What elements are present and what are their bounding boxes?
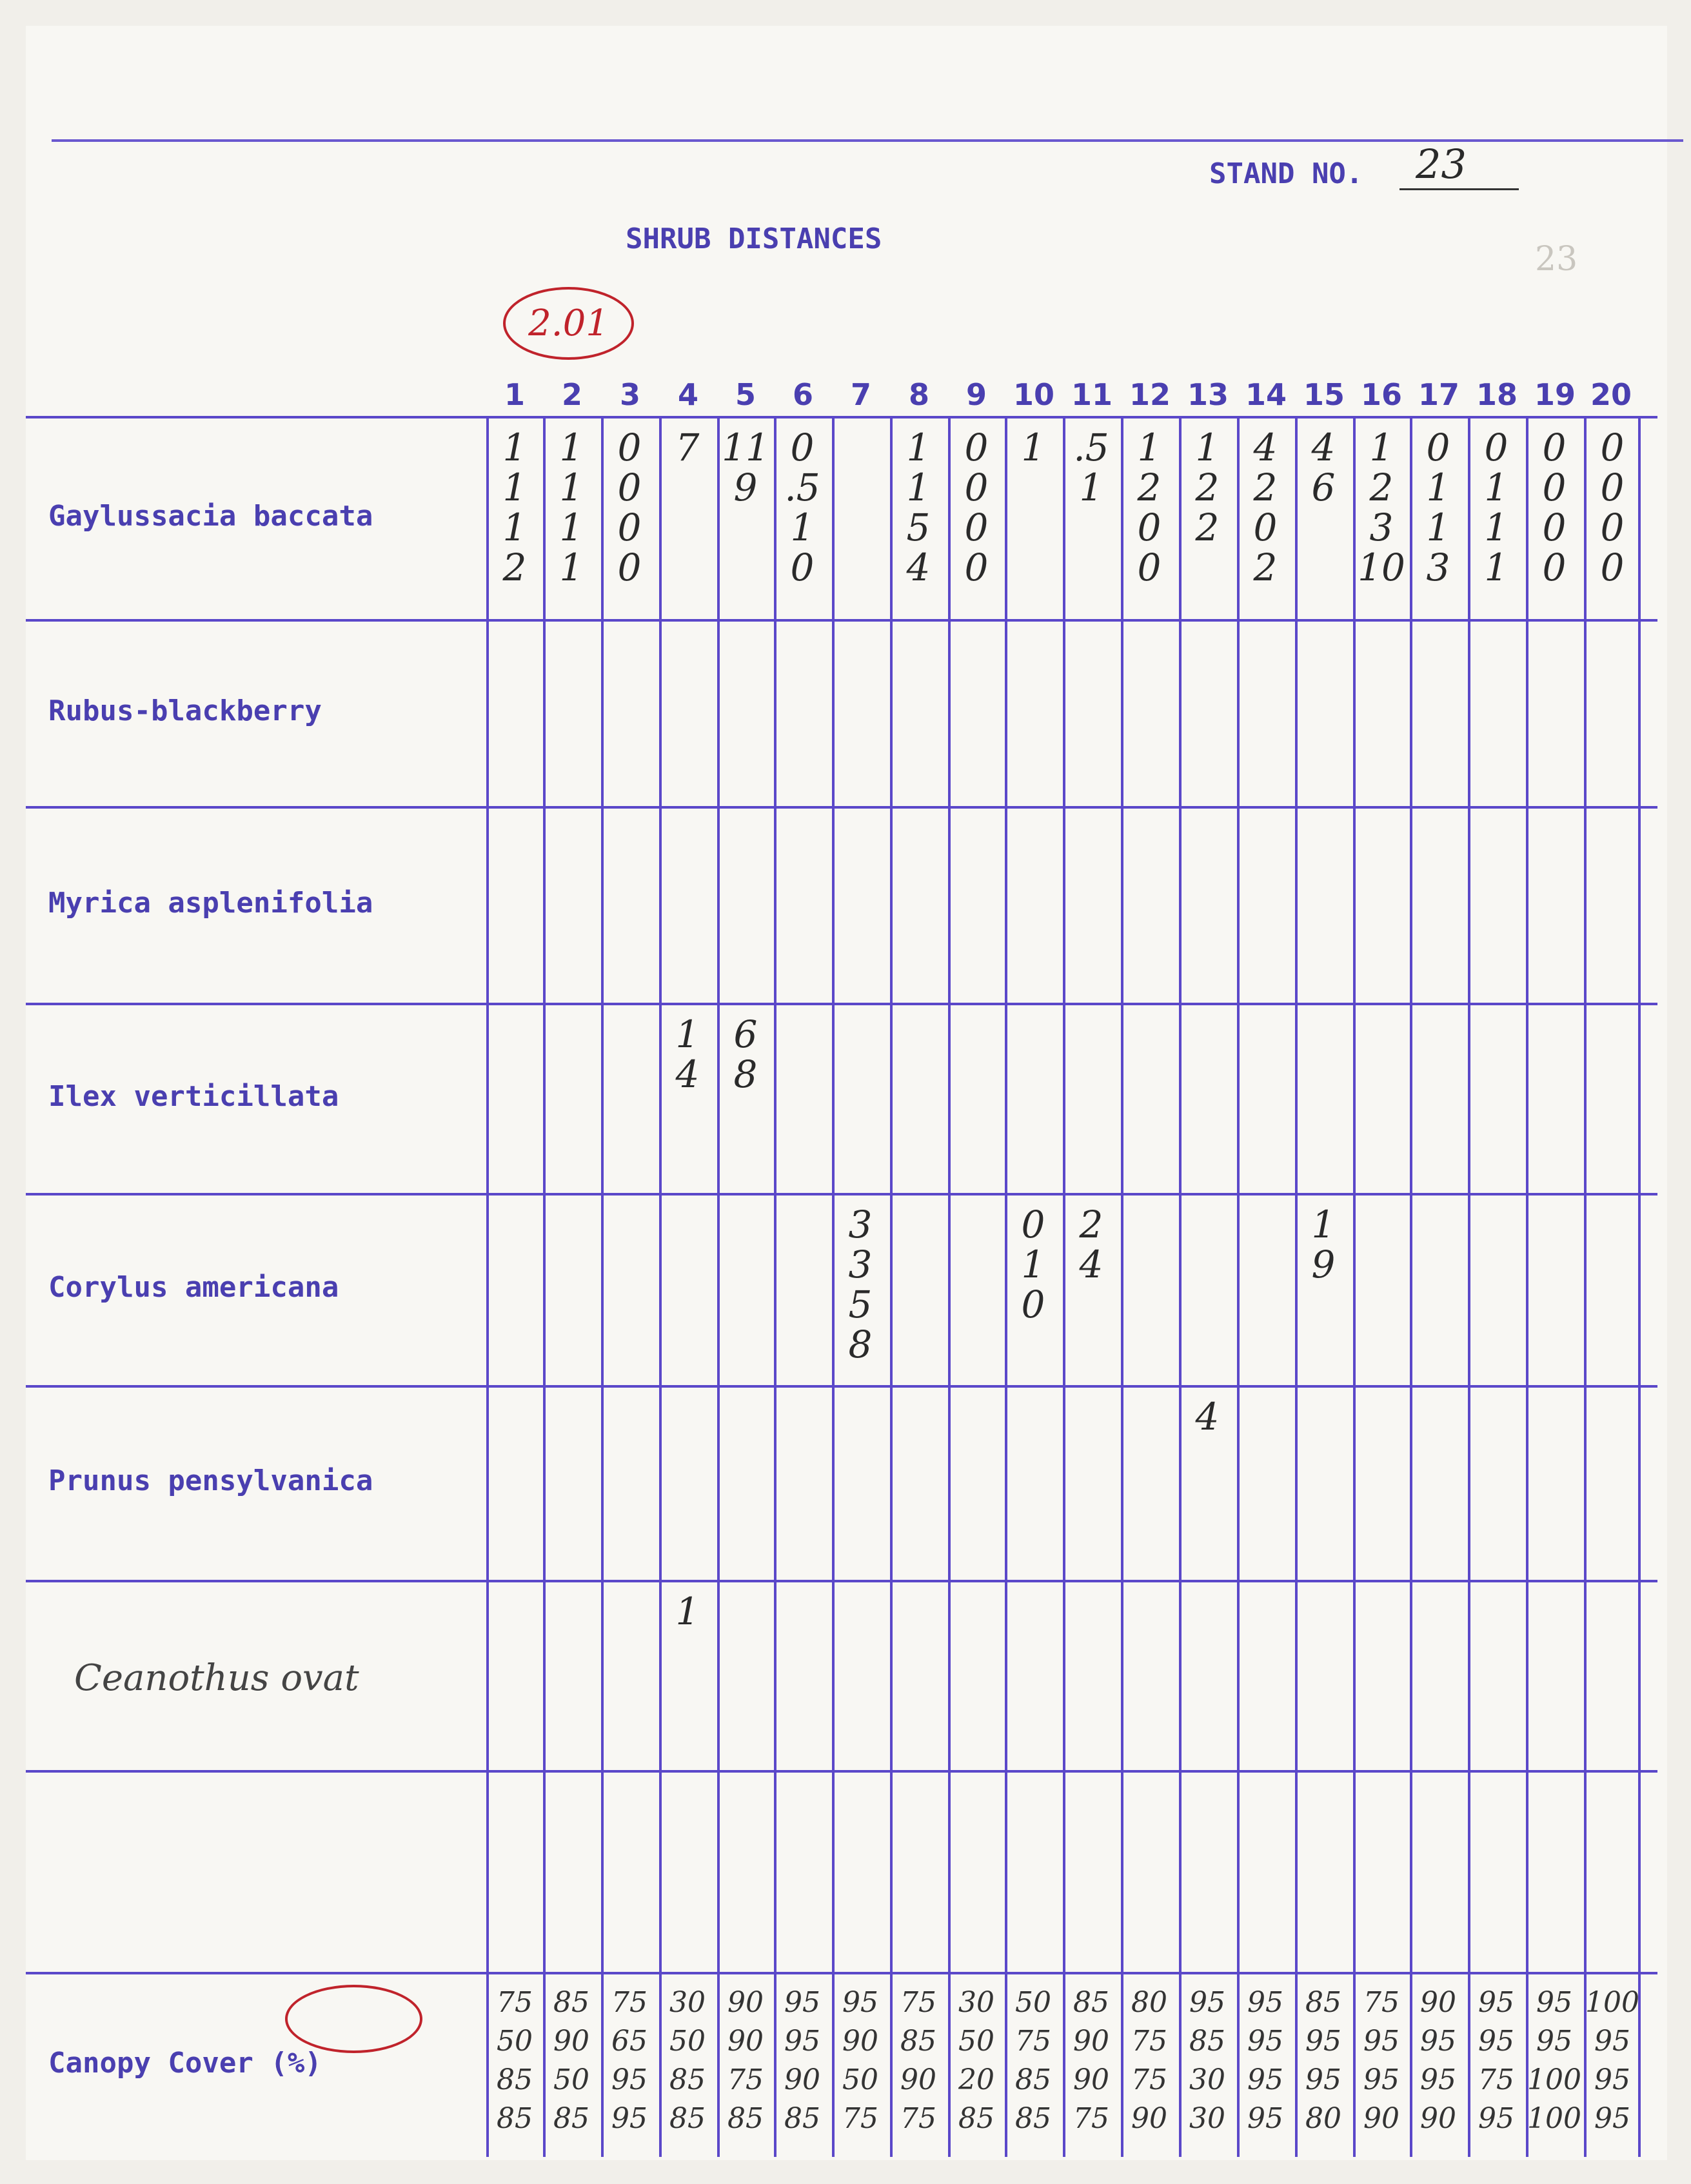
cell-value: 1 xyxy=(790,506,815,549)
cell-value: 75 xyxy=(900,1986,936,2019)
cell-value: 90 xyxy=(727,2025,764,2058)
column-rule xyxy=(1526,416,1528,2157)
cell-value: 1 xyxy=(559,466,584,509)
cell-value: 85 xyxy=(1073,1986,1109,2019)
cell-value: 95 xyxy=(1536,1986,1572,2019)
cell-entry xyxy=(1410,428,1467,587)
column-number: 5 xyxy=(735,377,756,412)
cell-value: 50 xyxy=(553,2063,589,2096)
cell-value: 85 xyxy=(958,2102,994,2135)
column-number: 15 xyxy=(1303,377,1345,412)
cell-value: 75 xyxy=(1131,2063,1167,2096)
cell-value: 30 xyxy=(669,1986,706,2019)
cell-value: 50 xyxy=(1015,1986,1051,2019)
row-rule xyxy=(26,1580,1657,1582)
stand-number-underline xyxy=(1399,188,1519,190)
stand-number-label: STAND NO. xyxy=(1209,157,1363,190)
column-rule xyxy=(1063,416,1065,2157)
cell-value: 90 xyxy=(784,2063,820,2096)
cell-value: 95 xyxy=(1247,2063,1283,2096)
cell-value: 75 xyxy=(1015,2025,1051,2058)
cell-value: 0 xyxy=(1600,426,1625,469)
cell-value: 95 xyxy=(1420,2063,1456,2096)
cell-value: 85 xyxy=(497,2102,533,2135)
cell-value: 0 xyxy=(1021,1203,1045,1246)
cell-value: 2 xyxy=(1137,466,1162,509)
cell-value: 95 xyxy=(1247,2102,1283,2135)
cell-value: 0 xyxy=(1600,506,1625,549)
cell-entry xyxy=(543,428,600,587)
cell-value: 1 xyxy=(906,426,931,469)
cell-value: .5 xyxy=(784,466,820,509)
stand-number-pencil: 23 xyxy=(1535,240,1578,279)
cell-value: 1 xyxy=(1484,546,1508,589)
cell-entry xyxy=(717,428,774,507)
cell-entry xyxy=(659,1591,716,1631)
cell-value: 95 xyxy=(1594,2063,1630,2096)
cell-value: 0 xyxy=(617,426,642,469)
cell-value: 4 xyxy=(906,546,931,589)
cell-entry xyxy=(1237,1983,1294,2138)
column-rule xyxy=(1468,416,1470,2157)
cell-value: 0 xyxy=(790,426,815,469)
cell-value: 100 xyxy=(1527,2063,1581,2096)
cell-value: 75 xyxy=(611,1986,648,2019)
cell-value: 0 xyxy=(1600,546,1625,589)
cell-value: 50 xyxy=(842,2063,878,2096)
cell-value: 1 xyxy=(1311,1203,1336,1246)
row-rule xyxy=(26,1003,1657,1005)
column-number: 2 xyxy=(561,377,582,412)
cell-value: 65 xyxy=(611,2025,648,2058)
column-rule xyxy=(1179,416,1182,2157)
cell-value: 85 xyxy=(727,2102,764,2135)
cell-value: 0 xyxy=(1253,506,1278,549)
column-number: 3 xyxy=(619,377,640,412)
cell-entry xyxy=(601,428,658,587)
cell-value: 80 xyxy=(1131,1986,1167,2019)
cell-value: 95 xyxy=(1478,2025,1514,2058)
cell-value: 10 xyxy=(1358,546,1405,589)
cell-value: 85 xyxy=(900,2025,936,2058)
cell-value: 0 xyxy=(790,546,815,589)
column-number: 4 xyxy=(677,377,698,412)
cell-value: 100 xyxy=(1585,1986,1639,2019)
cell-value: 85 xyxy=(1015,2063,1051,2096)
column-number: 13 xyxy=(1187,377,1229,412)
cell-value: 95 xyxy=(1247,2025,1283,2058)
cell-value: 0 xyxy=(964,546,989,589)
cell-entry xyxy=(1063,1983,1120,2138)
cell-value: 5 xyxy=(848,1283,873,1326)
cell-value: 90 xyxy=(553,2025,589,2058)
cell-value: 0 xyxy=(1484,426,1508,469)
cell-value: 6 xyxy=(733,1012,758,1056)
cell-value: 2 xyxy=(1369,466,1394,509)
cell-entry xyxy=(1121,428,1178,587)
circled-value-top: 2.01 xyxy=(503,287,634,360)
cell-entry xyxy=(890,1983,947,2138)
column-number: 7 xyxy=(850,377,871,412)
column-rule xyxy=(1584,416,1587,2157)
cell-value: 95 xyxy=(611,2102,648,2135)
cell-entry xyxy=(832,1205,889,1364)
species-label: Ilex verticillata xyxy=(48,1079,339,1113)
cell-value: 1 xyxy=(1426,466,1450,509)
cell-entry xyxy=(1237,428,1294,587)
column-rule xyxy=(1295,416,1298,2157)
cell-value: 80 xyxy=(1305,2102,1341,2135)
column-rule xyxy=(1410,416,1412,2157)
cell-entry xyxy=(1121,1983,1178,2138)
column-number: 19 xyxy=(1534,377,1576,412)
cell-value: 85 xyxy=(1189,2025,1225,2058)
cell-entry xyxy=(948,428,1005,587)
cell-value: 75 xyxy=(900,2102,936,2135)
cell-value: 3 xyxy=(848,1243,873,1286)
cell-value: 20 xyxy=(958,2063,994,2096)
cell-value: 95 xyxy=(784,2025,820,2058)
cell-value: 2 xyxy=(502,546,527,589)
cell-value: 90 xyxy=(727,1986,764,2019)
column-number: 11 xyxy=(1071,377,1112,412)
circled-value-bottom xyxy=(285,1985,422,2053)
cell-value: 1 xyxy=(502,466,527,509)
cell-value: 1 xyxy=(675,1589,700,1633)
cell-value: 90 xyxy=(1073,2025,1109,2058)
cell-value: 1 xyxy=(1021,426,1045,469)
column-number: 10 xyxy=(1013,377,1054,412)
column-number: 20 xyxy=(1590,377,1632,412)
cell-value: 1 xyxy=(559,546,584,589)
cell-value: 0 xyxy=(617,546,642,589)
cell-value: 75 xyxy=(842,2102,878,2135)
cell-value: 1 xyxy=(1426,506,1450,549)
cell-entry xyxy=(1584,1983,1641,2138)
column-number: 6 xyxy=(792,377,813,412)
cell-value: 4 xyxy=(1253,426,1278,469)
cell-value: 1 xyxy=(1484,466,1508,509)
cell-value: 3 xyxy=(1369,506,1394,549)
cell-value: 75 xyxy=(497,1986,533,2019)
species-label: Canopy Cover (%) xyxy=(48,2046,322,2080)
row-rule xyxy=(26,619,1657,622)
cell-entry xyxy=(832,1983,889,2138)
cell-value: 8 xyxy=(733,1052,758,1096)
cell-value: 0 xyxy=(1542,426,1567,469)
cell-value: 95 xyxy=(1594,2102,1630,2135)
cell-entry xyxy=(1353,428,1410,587)
cell-value: 1 xyxy=(1079,466,1103,509)
cell-entry xyxy=(1584,428,1641,587)
cell-entry xyxy=(1179,428,1236,547)
species-label: Prunus pensylvanica xyxy=(48,1464,373,1497)
column-number: 18 xyxy=(1476,377,1518,412)
cell-value: 0 xyxy=(617,466,642,509)
cell-entry xyxy=(486,428,543,587)
cell-value: 0 xyxy=(617,506,642,549)
column-rule xyxy=(543,416,546,2157)
cell-value: 90 xyxy=(1131,2102,1167,2135)
cell-value: 95 xyxy=(1189,1986,1225,2019)
column-rule xyxy=(717,416,720,2157)
cell-value: 50 xyxy=(497,2025,533,2058)
cell-value: 95 xyxy=(611,2063,648,2096)
cell-value: 95 xyxy=(1363,2063,1399,2096)
cell-value: 50 xyxy=(958,2025,994,2058)
cell-value: 2 xyxy=(1253,466,1278,509)
species-label: Myrica asplenifolia xyxy=(48,886,373,920)
column-rule xyxy=(659,416,662,2157)
cell-value: 95 xyxy=(1536,2025,1572,2058)
cell-value: 95 xyxy=(1305,2025,1341,2058)
cell-value: 75 xyxy=(727,2063,764,2096)
cell-value: 0 xyxy=(1600,466,1625,509)
cell-value: 95 xyxy=(1420,2025,1456,2058)
cell-value: 85 xyxy=(553,1986,589,2019)
cell-entry xyxy=(1526,1983,1583,2138)
cell-value: 8 xyxy=(848,1323,873,1366)
cell-value: 85 xyxy=(784,2102,820,2135)
cell-value: 90 xyxy=(842,2025,878,2058)
cell-value: 11 xyxy=(722,426,769,469)
cell-value: 1 xyxy=(675,1012,700,1056)
column-number: 12 xyxy=(1129,377,1171,412)
species-label: Gaylussacia baccata xyxy=(48,499,373,533)
cell-value: 85 xyxy=(669,2063,706,2096)
cell-value: 90 xyxy=(1363,2102,1399,2135)
cell-value: 4 xyxy=(675,1052,700,1096)
cell-value: 90 xyxy=(1420,2102,1456,2135)
cell-entry xyxy=(486,1983,543,2138)
column-number: 16 xyxy=(1360,377,1402,412)
cell-value: 1 xyxy=(906,466,931,509)
column-number: 17 xyxy=(1418,377,1459,412)
cell-value: .5 xyxy=(1073,426,1109,469)
cell-entry xyxy=(717,1983,774,2138)
cell-value: 1 xyxy=(502,426,527,469)
cell-value: 2 xyxy=(1079,1203,1103,1246)
cell-value: 95 xyxy=(1594,2025,1630,2058)
species-label: Ceanothus ovat xyxy=(74,1657,359,1699)
cell-entry xyxy=(1526,428,1583,587)
cell-value: 95 xyxy=(1478,2102,1514,2135)
cell-entry xyxy=(659,1014,716,1094)
cell-value: 4 xyxy=(1079,1243,1103,1286)
cell-value: 90 xyxy=(1073,2063,1109,2096)
cell-value: 1 xyxy=(559,506,584,549)
cell-entry xyxy=(1468,1983,1525,2138)
cell-value: 85 xyxy=(1015,2102,1051,2135)
cell-value: 2 xyxy=(1195,506,1220,549)
cell-value: 3 xyxy=(848,1203,873,1246)
cell-entry xyxy=(890,428,947,587)
cell-entry xyxy=(1005,1205,1062,1324)
cell-entry xyxy=(1353,1983,1410,2138)
cell-value: 95 xyxy=(842,1986,878,2019)
cell-value: 85 xyxy=(669,2102,706,2135)
cell-value: 0 xyxy=(964,426,989,469)
cell-value: 75 xyxy=(1363,1986,1399,2019)
cell-entry xyxy=(948,1983,1005,2138)
cell-value: 5 xyxy=(906,506,931,549)
cell-value: 95 xyxy=(1305,2063,1341,2096)
column-number: 8 xyxy=(908,377,929,412)
cell-value: 85 xyxy=(1305,1986,1341,2019)
cell-value: 2 xyxy=(1253,546,1278,589)
cell-entry xyxy=(1295,1983,1352,2138)
cell-value: 0 xyxy=(1542,546,1567,589)
column-rule xyxy=(486,416,489,2157)
cell-value: 4 xyxy=(1311,426,1336,469)
cell-entry xyxy=(1005,1983,1062,2138)
cell-value: 9 xyxy=(1311,1243,1336,1286)
cell-value: 1 xyxy=(1137,426,1162,469)
column-rule xyxy=(1638,416,1641,2157)
cell-value: 0 xyxy=(1542,466,1567,509)
cell-value: 9 xyxy=(733,466,758,509)
column-rule xyxy=(948,416,951,2157)
cell-value: 75 xyxy=(1478,2063,1514,2096)
row-rule xyxy=(26,806,1657,809)
cell-value: 90 xyxy=(1420,1986,1456,2019)
species-label: Rubus-blackberry xyxy=(48,694,322,727)
column-number: 14 xyxy=(1245,377,1287,412)
cell-value: 90 xyxy=(900,2063,936,2096)
cell-value: 0 xyxy=(1542,506,1567,549)
cell-value: 2 xyxy=(1195,466,1220,509)
column-rule xyxy=(890,416,893,2157)
cell-value: 1 xyxy=(1484,506,1508,549)
cell-entry xyxy=(774,428,831,587)
cell-entry xyxy=(1468,428,1525,587)
cell-entry xyxy=(1295,1205,1352,1284)
cell-value: 0 xyxy=(964,506,989,549)
cell-value: 3 xyxy=(1426,546,1450,589)
column-rule xyxy=(1237,416,1240,2157)
row-rule xyxy=(26,1193,1657,1195)
cell-value: 1 xyxy=(1021,1243,1045,1286)
cell-value: 6 xyxy=(1311,466,1336,509)
cell-value: 0 xyxy=(964,466,989,509)
cell-entry xyxy=(717,1014,774,1094)
cell-value: 7 xyxy=(675,426,700,469)
cell-value: 30 xyxy=(1189,2102,1225,2135)
cell-entry xyxy=(1005,428,1062,467)
sheet-title: SHRUB DISTANCES xyxy=(626,222,882,255)
cell-entry xyxy=(543,1983,600,2138)
cell-value: 85 xyxy=(497,2063,533,2096)
cell-entry xyxy=(601,1983,658,2138)
cell-value: 1 xyxy=(1369,426,1394,469)
cell-entry xyxy=(1063,428,1120,507)
cell-value: 0 xyxy=(1137,506,1162,549)
column-number: 1 xyxy=(504,377,525,412)
cell-value: 0 xyxy=(1137,546,1162,589)
cell-value: 95 xyxy=(1363,2025,1399,2058)
cell-entry xyxy=(1295,428,1352,507)
row-rule xyxy=(26,416,1657,418)
cell-value: 95 xyxy=(1478,1986,1514,2019)
cell-entry xyxy=(1063,1205,1120,1284)
column-rule xyxy=(774,416,776,2157)
cell-value: 4 xyxy=(1195,1395,1220,1439)
column-rule xyxy=(1353,416,1356,2157)
cell-entry xyxy=(774,1983,831,2138)
cell-value: 95 xyxy=(1247,1986,1283,2019)
cell-value: 0 xyxy=(1021,1283,1045,1326)
column-rule xyxy=(1121,416,1123,2157)
cell-value: 0 xyxy=(1426,426,1450,469)
cell-entry xyxy=(1410,1983,1467,2138)
cell-value: 100 xyxy=(1527,2102,1581,2135)
cell-value: 30 xyxy=(1189,2063,1225,2096)
row-rule xyxy=(26,1770,1657,1773)
cell-value: 75 xyxy=(1131,2025,1167,2058)
column-rule xyxy=(601,416,604,2157)
cell-entry xyxy=(659,428,716,467)
cell-entry xyxy=(1179,1983,1236,2138)
column-number: 9 xyxy=(965,377,987,412)
cell-value: 1 xyxy=(502,506,527,549)
cell-value: 1 xyxy=(1195,426,1220,469)
cell-entry xyxy=(659,1983,716,2138)
cell-value: 30 xyxy=(958,1986,994,2019)
cell-value: 95 xyxy=(784,1986,820,2019)
stand-number-value: 23 xyxy=(1416,141,1467,188)
cell-value: 85 xyxy=(553,2102,589,2135)
cell-entry xyxy=(1179,1397,1236,1437)
row-rule xyxy=(26,1385,1657,1388)
row-rule xyxy=(26,1972,1657,1974)
cell-value: 1 xyxy=(559,426,584,469)
species-label: Corylus americana xyxy=(48,1271,339,1304)
cell-value: 75 xyxy=(1073,2102,1109,2135)
cell-value: 50 xyxy=(669,2025,706,2058)
